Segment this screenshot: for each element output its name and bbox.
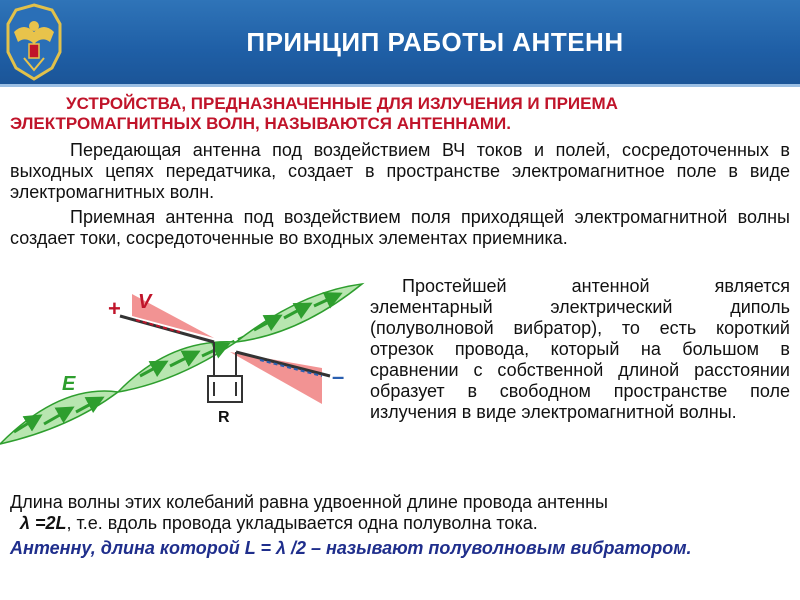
label-plus: + <box>108 296 121 321</box>
label-v: V <box>138 291 152 313</box>
wavelength-text: Длина волны этих колебаний равна удвоенной длине провода антенны <box>10 492 608 512</box>
dipole-diagram <box>0 272 368 468</box>
wavelength-paragraph <box>10 492 790 534</box>
dipole-paragraph-text: Простейшей антенной является элементарный электрический диполь (полуволновой вибратор), то есть короткий отрезок провода, который на большом в сравнении с собственной длиной расстоянии образует в свободном пространстве поле излучения в виде электромагнитной волны. <box>370 276 790 422</box>
title-bar-divider <box>0 84 800 87</box>
receive-paragraph <box>10 207 790 249</box>
receive-paragraph-text: Приемная антенна под воздействием поля приходящей электромагнитной волны создает токи, сосредоточенные во входных элементах приемника. <box>10 207 790 248</box>
voltage-distribution-right <box>230 352 322 404</box>
eagle-emblem-icon <box>2 2 66 82</box>
conclusion-text: Антенну, длина которой L = λ /2 – называют полуволновым вибратором. <box>10 538 692 558</box>
definition-text <box>10 94 790 134</box>
label-e: E <box>62 373 76 395</box>
wave-lobe-right <box>236 284 362 342</box>
transmit-paragraph <box>10 140 790 203</box>
page-title: ПРИНЦИП РАБОТЫ АНТЕНН <box>246 26 624 57</box>
label-r: R <box>218 409 230 426</box>
label-minus: – <box>332 364 345 389</box>
wavelength-rest: , т.е. вдоль провода укладывается одна полуволна тока. <box>66 513 538 533</box>
definition-text-content: УСТРОЙСТВА, ПРЕДНАЗНАЧЕННЫЕ ДЛЯ ИЗЛУЧЕНИЯ И ПРИЕМА ЭЛЕКТРОМАГНИТНЫХ ВОЛН, НАЗЫВАЮТСЯ АНТЕННАМИ. <box>10 94 618 133</box>
conclusion-paragraph <box>10 538 790 559</box>
transmit-paragraph-text: Передающая антенна под воздействием ВЧ токов и полей, сосредоточенных в выходных цепях передатчика, создает в пространстве электромагнитное поле в виде электромагнитных волн. <box>10 140 790 202</box>
dipole-paragraph <box>370 276 790 423</box>
wavelength-formula: λ =2L <box>20 513 67 533</box>
